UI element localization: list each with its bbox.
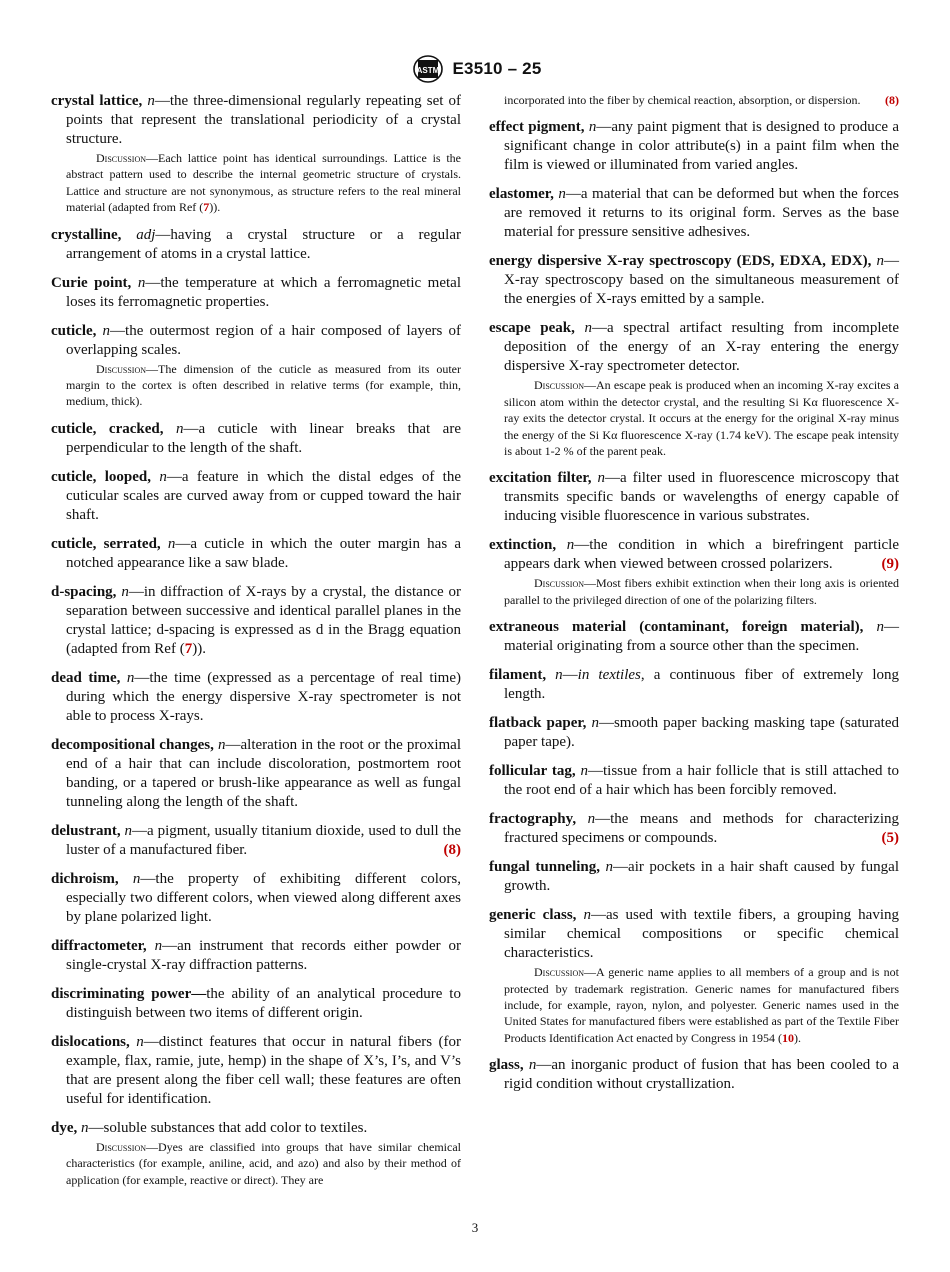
entry-term: glass,	[489, 1057, 524, 1074]
left-column	[51, 92, 461, 1198]
discussion-text: —Most fibers exhibit extinction when their long axis is oriented parallel to the privileged direction of one of the polarizing filters.	[504, 576, 899, 607]
part-of-speech: n	[583, 907, 591, 924]
part-of-speech: n	[591, 715, 599, 732]
entry-definition: —a cuticle in which the outer margin has a notched appearance like a saw blade.	[66, 535, 462, 571]
entry-definition: —the outermost region of a hair composed of layers of overlapping scales.	[66, 322, 461, 358]
entry-term: fractography,	[489, 811, 577, 828]
part-of-speech: n	[121, 583, 129, 600]
part-of-speech: n	[876, 253, 885, 270]
entry-definition: —material originating from a source other than the specimen.	[504, 619, 900, 655]
entry-definition: —the condition in which a birefringent particle appears dark when viewed between crossed polarizers.	[504, 537, 899, 573]
entry-definition: —as used with textile fibers, a grouping having similar chemical compositions or specific chemical characteristics.	[504, 907, 899, 962]
entry-definition: —a feature in which the distal edges of the cuticular scales are curved away from or cupped toward the hair shaft.	[66, 468, 461, 523]
entry-definition: —a pigment, usually titanium dioxide, used to dull the luster of a manufactured fiber.	[66, 822, 461, 858]
svg-text:ASTM: ASTM	[416, 66, 439, 75]
part-of-speech: n	[137, 274, 146, 291]
entry-term: delustrant,	[51, 822, 121, 839]
entry-term: dead time,	[51, 669, 121, 686]
entry-term: extinction,	[489, 537, 557, 554]
glossary-entry	[489, 858, 899, 896]
glossary-entry	[51, 322, 461, 410]
part-of-speech: n	[147, 93, 155, 109]
discussion-note	[51, 1139, 461, 1188]
entry-definition: —X-ray spectroscopy based on the simultaneous measurement of the energies of X-rays emitted by a sample.	[504, 253, 900, 308]
discussion-note	[51, 150, 461, 216]
entry-definition: —the time (expressed as a percentage of real time) during which the energy dispersive X-ray spectrometer is not able to process X-rays.	[66, 669, 462, 724]
entry-definition: the ability of an analytical procedure to distinguish between two items of different origin.	[66, 985, 461, 1021]
entry-term: excitation filter,	[489, 470, 592, 487]
glossary-entry	[489, 762, 899, 800]
part-of-speech: n	[124, 822, 133, 839]
entry-term: effect pigment,	[489, 119, 585, 136]
part-of-speech: n	[218, 736, 226, 753]
entry-definition: —smooth paper backing masking tape (saturated paper tape).	[504, 715, 899, 751]
part-of-speech: n	[126, 669, 135, 686]
discussion-continuation: incorporated into the fiber by chemical reaction, absorption, or dispersion. (8)	[504, 93, 899, 107]
reference-link[interactable]: 10	[781, 1030, 794, 1045]
glossary-entry	[489, 319, 899, 459]
entry-term: cuticle,	[51, 322, 97, 339]
glossary-entry	[489, 666, 899, 704]
entry-term: d-spacing,	[51, 583, 117, 600]
glossary-entry	[51, 1119, 461, 1188]
discussion-label: Discussion	[534, 576, 585, 591]
entry-term: flatback paper,	[489, 715, 587, 732]
entry-term: dye,	[51, 1119, 78, 1136]
entry-definition: —air pockets in a hair shaft caused by fungal growth.	[504, 859, 899, 895]
entry-definition: —alteration in the root or the proximal end of a hair that can include discoloration, postmortem root banding, or a tapered or brush-like appearance as well as fungal tunneling along the length of the shaft.	[66, 736, 461, 810]
entry-term: decompositional changes,	[51, 736, 214, 753]
reference-link[interactable]: 7	[203, 200, 210, 215]
entry-definition: —an instrument that records either powder or single-crystal X-ray diffraction patterns.	[66, 937, 461, 973]
entry-definition: —the means and methods for characterizing fractured specimens or compounds.	[504, 811, 900, 847]
entry-term: elastomer,	[489, 186, 554, 203]
entry-definition: —a filter used in fluorescence microscopy that transmits specific bands or wavelengths of energy capable of inducing visible fluorescence in various substrates.	[504, 470, 900, 525]
entry-definition-end: )).	[192, 640, 206, 657]
part-of-speech: n	[159, 468, 167, 485]
glossary-entry	[51, 870, 461, 927]
part-of-speech: n	[176, 420, 184, 437]
discussion-note	[489, 964, 899, 1046]
glossary-entry	[489, 906, 899, 1046]
entry-definition: —the temperature at which a ferromagnetic metal loses its ferromagnetic properties.	[66, 274, 461, 310]
discussion-label: Discussion	[96, 1139, 147, 1154]
glossary-entry	[489, 618, 899, 656]
reference-link[interactable]: 7	[184, 640, 193, 657]
glossary-entry	[51, 226, 461, 264]
glossary-entry	[51, 535, 461, 573]
part-of-speech: n	[580, 763, 588, 780]
page-header	[0, 52, 950, 86]
discussion-text-end: ).	[793, 1030, 801, 1045]
part-of-speech: n	[154, 937, 163, 954]
part-of-speech: adj	[136, 226, 156, 243]
part-of-speech: n	[167, 535, 176, 552]
entry-term: energy dispersive X-ray spectroscopy (EDS, EDXA, EDX),	[489, 253, 872, 270]
entry-definition: —tissue from a hair follicle that is still attached to the root end of a hair which has been forcibly removed.	[504, 763, 899, 799]
glossary-entry	[51, 583, 461, 659]
glossary-entry	[51, 92, 461, 216]
entry-definition: —the three-dimensional regularly repeating set of points that represent the translational periodicity of a crystal structure.	[66, 93, 461, 147]
discussion-note	[489, 575, 899, 608]
glossary-entry	[51, 420, 461, 458]
discussion-text: —Dyes are classified into groups that have similar chemical characteristics (for example, aniline, acid, and azo) and also by their method of application (for example, reactive or direct). They are	[66, 1139, 461, 1187]
entry-term: Curie point,	[51, 274, 132, 291]
glossary-entry	[51, 468, 461, 525]
part-of-speech: n	[102, 322, 111, 339]
entry-definition: —a spectral artifact resulting from incomplete deposition of the energy of an X-ray entering the energy dispersive X-ray spectrometer detector.	[504, 320, 900, 375]
discussion-text-end: )).	[209, 200, 221, 215]
part-of-speech: n	[588, 119, 597, 136]
entry-definition: —distinct features that occur in natural fibers (for example, flax, ramie, jute, hemp) in the shape of X’s, I’s, and V’s that are present along the fiber cell wall; these features are often useful for identification.	[66, 1033, 462, 1107]
entry-context: in textiles	[577, 667, 641, 684]
reference-link[interactable]: (8)	[443, 841, 461, 858]
part-of-speech: n	[566, 537, 575, 554]
glossary-entry	[51, 1033, 461, 1109]
entry-definition: —in diffraction of X-rays by a crystal, the distance or separation between successive and identical parallel planes in the crystal lattice; d-spacing is expressed as d in the Bragg equation (adapted from Ref (	[66, 583, 462, 657]
reference-link[interactable]: (9)	[881, 556, 899, 573]
discussion-label: Discussion	[534, 965, 585, 980]
entry-term: discriminating power—	[51, 985, 207, 1002]
discussion-note	[489, 377, 899, 459]
glossary-entry	[51, 736, 461, 812]
entry-term: escape peak,	[489, 320, 575, 337]
entry-term: cuticle, looped,	[51, 468, 151, 485]
entry-term: cuticle, serrated,	[51, 535, 161, 552]
entry-term: dichroism,	[51, 870, 119, 887]
part-of-speech: n	[528, 1057, 537, 1074]
discussion-text: —Each lattice point has identical surroundings. Lattice is the abstract pattern used to describe the internal geometric structure of crystals. Lattice and structure are not synonymous, as structure refers to the real mineral material (adapted from Ref (	[66, 151, 461, 215]
entry-definition: —a material that can be deformed but when the forces are removed it returns to its original form. Serves as the base material for pressure sensitive adhesives.	[504, 186, 899, 241]
discussion-label: Discussion	[534, 378, 585, 393]
reference-link[interactable]: (5)	[881, 830, 899, 847]
glossary-entry	[51, 274, 461, 312]
entry-term: fungal tunneling,	[489, 859, 600, 876]
entry-definition: —	[562, 667, 578, 684]
document-designation: E3510 – 25	[452, 59, 542, 78]
entry-term: generic class,	[489, 907, 577, 924]
entry-definition: —the property of exhibiting different colors, especially two different colors, when viewed along different axes by plane polarized light.	[66, 870, 461, 925]
glossary-entry	[51, 669, 461, 726]
reference-link[interactable]: (8)	[885, 93, 899, 107]
entry-term: filament,	[489, 667, 547, 684]
page-number: 3	[471, 1220, 479, 1235]
glossary-entry	[489, 714, 899, 752]
entry-definition: —having a crystal structure or a regular arrangement of atoms in a crystal lattice.	[66, 226, 462, 262]
astm-logo-icon	[409, 54, 447, 84]
glossary-entry	[489, 810, 899, 848]
entry-definition: —an inorganic product of fusion that has been cooled to a rigid condition without crystallization.	[504, 1057, 900, 1093]
entry-definition: —soluble substances that add color to textiles.	[88, 1119, 368, 1136]
entry-term: cuticle, cracked,	[51, 420, 164, 437]
part-of-speech: n	[132, 870, 141, 887]
glossary-entry	[51, 985, 461, 1023]
entry-term: dislocations,	[51, 1033, 130, 1050]
entry-definition: —any paint pigment that is designed to produce a significant change in color attribute(s) in a paint film when the film is viewed or illuminated from varied angles.	[504, 119, 900, 174]
part-of-speech: n	[605, 859, 614, 876]
glossary-entry	[489, 469, 899, 526]
part-of-speech: n	[81, 1119, 89, 1136]
part-of-speech: n	[584, 320, 592, 337]
glossary-entry	[51, 937, 461, 975]
part-of-speech: n	[587, 811, 596, 828]
glossary-entry	[51, 822, 461, 860]
entry-term: follicular tag,	[489, 763, 576, 780]
entry-term: extraneous material (contaminant, foreign material),	[489, 619, 864, 636]
entry-term: diffractometer,	[51, 937, 147, 954]
glossary-entry	[489, 185, 899, 242]
right-column	[489, 92, 899, 1104]
part-of-speech: n	[876, 619, 885, 636]
discussion-text: —An escape peak is produced when an incoming X-ray excites a silicon atom within the detector crystal, and the resulting Si Kα fluorescence X-ray exits the detector crystal. It occurs at the energy for the original X-ray minus the energy of the Si Kα fluorescence X-ray (1.74 keV). The escape peak intensity is about 1-2 % of the parent peak.	[504, 378, 899, 459]
part-of-speech: n	[558, 186, 566, 203]
entry-term: crystalline,	[51, 226, 122, 243]
entry-term: crystal lattice,	[51, 93, 143, 109]
part-of-speech: n	[555, 667, 563, 684]
part-of-speech: n	[136, 1033, 144, 1050]
entry-definition: —a cuticle with linear breaks that are perpendicular to the length of the shaft.	[66, 420, 461, 456]
glossary-entry	[489, 536, 899, 608]
discussion-label: Discussion	[96, 361, 147, 376]
glossary-entry	[489, 118, 899, 175]
discussion-label: Discussion	[96, 151, 147, 165]
entry-definition-end: , a continuous fiber of extremely long length.	[504, 667, 900, 703]
discussion-note	[51, 361, 461, 410]
part-of-speech: n	[597, 470, 605, 487]
discussion-text: —The dimension of the cuticle as measured from its outer margin to the cortex is often described in relative terms (for example, thin, medium, thick).	[66, 361, 461, 409]
discussion-text: —A generic name applies to all members of a group and is not protected by trademark registration. Generic names for manufactured fibers include, for example, rayon, nylon, and polyester. Generic names used in the United States for manufactured fibers were established as part of the Textile Fiber Products Identification Act enacted by Congress in 1954 (	[504, 965, 899, 1045]
glossary-entry	[489, 1056, 899, 1094]
glossary-entry	[489, 252, 899, 309]
